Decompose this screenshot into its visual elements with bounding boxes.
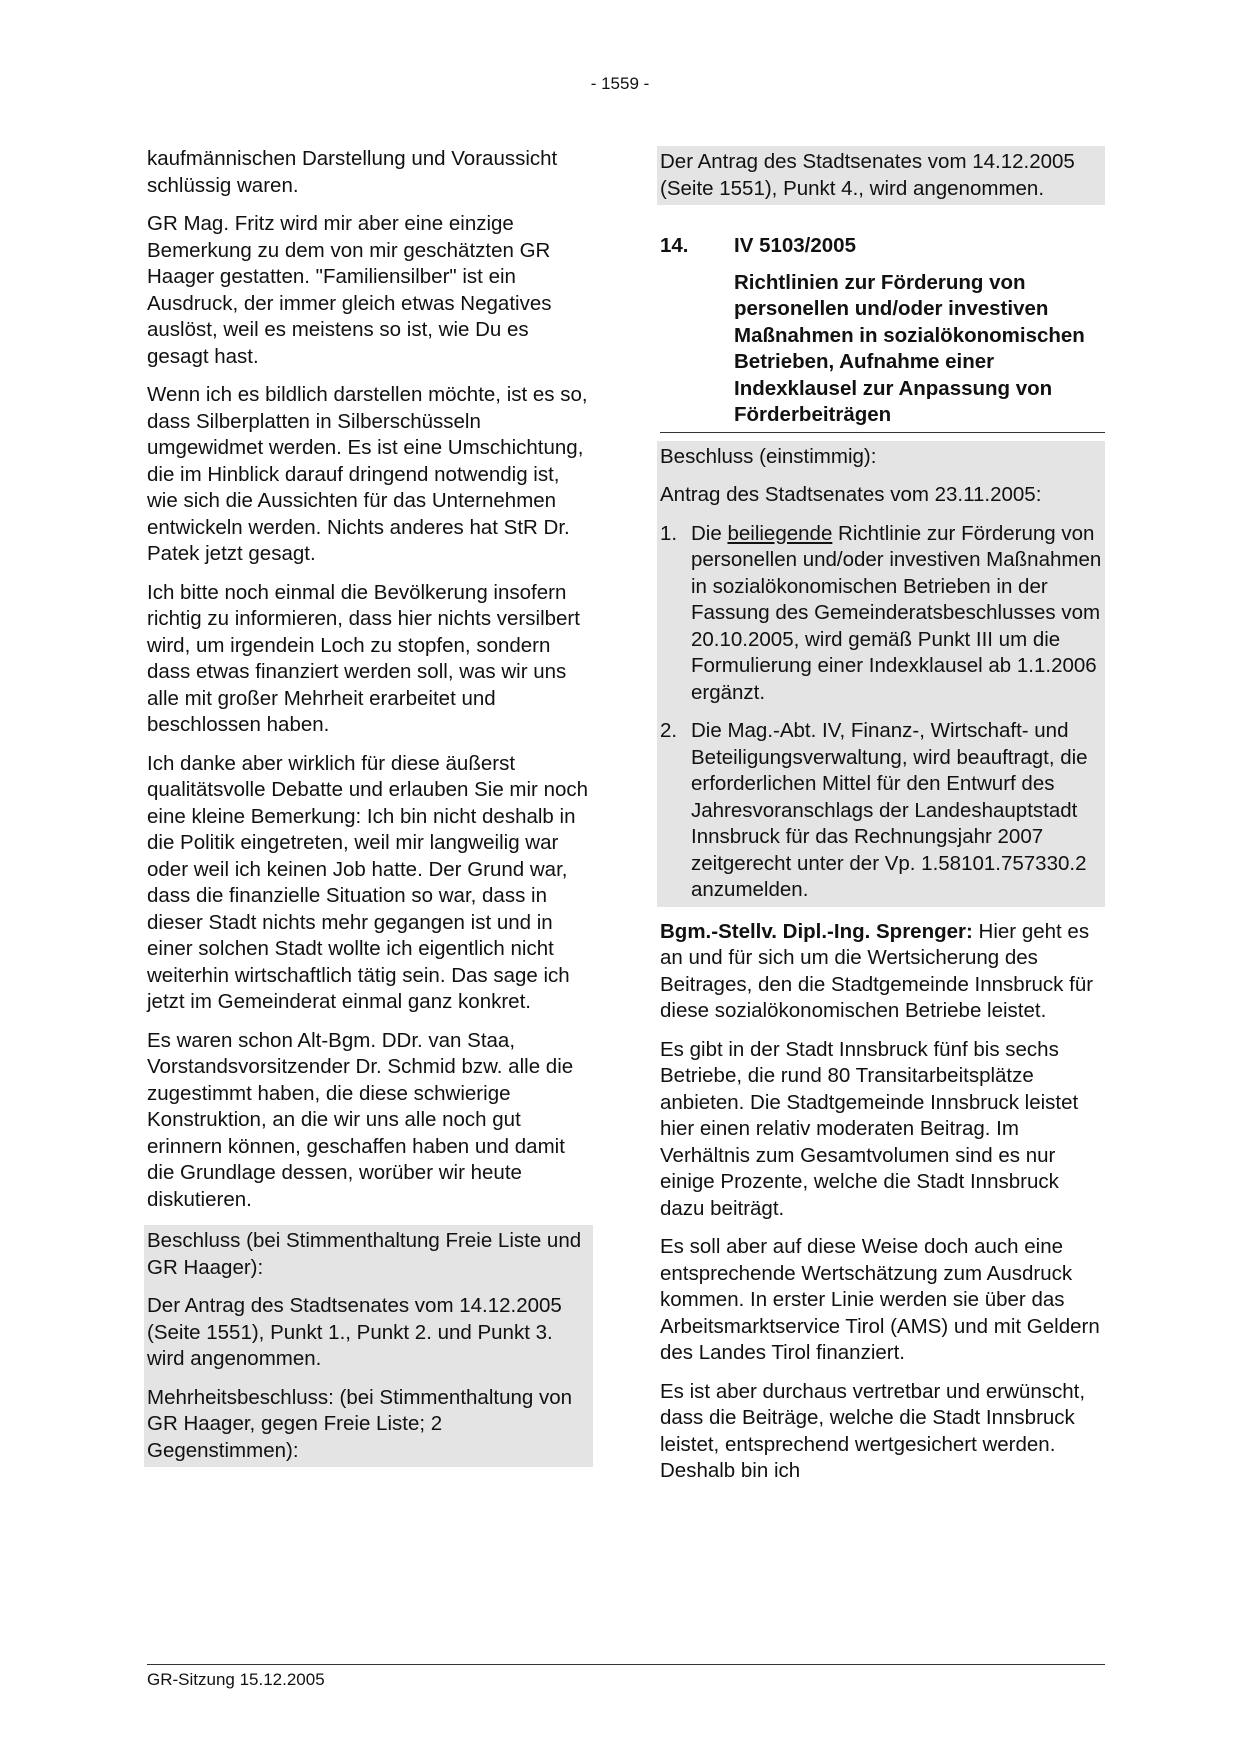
list-item-number: 1. — [660, 521, 678, 545]
paragraph: Es ist aber durchaus vertretbar und erwünscht, dass die Beiträge, welche die Stadt Innsbruck leistet, entsprechend wertgesichert werden. Deshalb bin ich — [660, 1379, 1086, 1482]
resolution-intro: Antrag des Stadtsenates vom 23.11.2005: — [660, 483, 1042, 506]
resolution-box — [657, 441, 1105, 907]
footer-divider — [147, 1664, 1105, 1665]
right-column — [660, 146, 1105, 1497]
speech-text: Hier geht es an und für sich um die Wertsicherung des Beitrages, den die Stadtgemeinde Innsbruck für diese sozialökonomischen Betriebe leistet. — [660, 919, 1094, 1022]
underlined-word: beiliegende — [727, 521, 833, 545]
decision-box — [144, 1225, 593, 1467]
decision-text: Der Antrag des Stadtsenates vom 14.12.2005 (Seite 1551), Punkt 4., wird angenommen. — [660, 150, 1075, 200]
paragraph: Wenn ich es bildlich darstellen möchte, ist es so, dass Silberplatten in Silberschüsseln umgewidmet werden. Es ist eine Umschichtung, die im Hinblick darauf dringend notwendig ist, wie sich die Aussichten für das Unternehmen entwickeln werden. Nichts anderes hat StR Dr. Patek jetzt gesagt. — [147, 383, 588, 565]
list-item — [660, 718, 1103, 904]
footer-text: GR-Sitzung 15.12.2005 — [147, 1670, 325, 1689]
resolution-list — [660, 521, 1103, 904]
list-item-text — [691, 521, 1103, 707]
list-item-text: Die Mag.-Abt. IV, Finanz-, Wirtschaft- und Beteiligungsverwaltung, wird beauftragt, die erforderlichen Mittel für den Entwurf des Jahresvoranschlags der Landeshauptstadt Innsbruck für das Rechnungsjahr 2007 zeitgerecht unter der Vp. 1.58101.757330.2 anzumelden. — [691, 719, 1088, 901]
paragraph: Es gibt in der Stadt Innsbruck fünf bis sechs Betriebe, die rund 80 Transitarbeitsplätze anbieten. Die Stadtgemeinde Innsbruck leistet hier einen relativ moderaten Beitrag. Im Verhältnis zum Gesamtvolumen sind es nur einige Prozente, welche die Stadt Innsbruck dazu beiträgt. — [660, 1037, 1079, 1220]
list-item-rest: Richtlinie zur Förderung von personellen und/oder investiven Maßnahmen in sozialökonomischen Betrieben in der Fassung des Gemeinderatsbeschlusses vom 20.10.2005, wird gemäß Punkt III um die Formulierung einer Indexklausel ab 1.1.2006 ergänzt. — [691, 521, 1102, 704]
list-item-prefix: Die — [691, 521, 728, 545]
agenda-item-number: 14. — [660, 234, 689, 257]
page-number: - 1559 - — [590, 74, 650, 93]
speaker-name: Bgm.-Stellv. Dipl.-Ing. Sprenger: — [660, 919, 973, 943]
paragraph: kaufmännischen Darstellung und Voraussicht schlüssig waren. — [147, 147, 558, 197]
paragraph: Es soll aber auf diese Weise doch auch eine entsprechende Wertschätzung zum Ausdruck kommen. In erster Linie werden sie über das Arbeitsmarktservice Tirol (AMS) und mit Geldern des Landes Tirol finanziert. — [660, 1235, 1100, 1364]
list-item-number: 2. — [660, 719, 678, 742]
resolution-heading: Beschluss (einstimmig): — [660, 444, 877, 468]
left-column — [147, 146, 593, 1479]
agenda-item-header — [660, 233, 1105, 260]
decision-heading: Beschluss (bei Stimmenthaltung Freie Liste und GR Haager): — [147, 1229, 582, 1279]
decision-box-top — [657, 146, 1105, 205]
paragraph: Ich danke aber wirklich für diese äußerst qualitätsvolle Debatte und erlauben Sie mir noch eine kleine Bemerkung: Ich bin nicht deshalb in die Politik eingetreten, weil mir langweilig war oder weil ich keinen Job hatte. Der Grund war, dass die finanzielle Situation so war, dass in dieser Stadt nichts mehr gegangen ist und in einer solchen Stadt wollte ich eigentlich nicht weiterhin wirtschaftlich tätig sein. Das sage ich jetzt im Gemeinderat einmal ganz konkret. — [147, 751, 589, 1013]
speech-paragraph — [660, 919, 1105, 1025]
paragraph: GR Mag. Fritz wird mir aber eine einzige Bemerkung zu dem von mir geschätzten GR Haager gestatten. "Familiensilber" ist ein Ausdruck, der immer gleich etwas Negatives auslöst, weil es meistens so ist, wie Du es gesagt hast. — [147, 212, 552, 368]
paragraph: Es waren schon Alt-Bgm. DDr. van Staa, Vorstandsvorsitzender Dr. Schmid bzw. alle die zugestimmt haben, die diese schwierige Konstruktion, an die wir uns alle noch gut erinnern können, geschaffen haben und damit die Grundlage dessen, worüber wir heute diskutieren. — [147, 1028, 574, 1211]
agenda-item-title: Richtlinien zur Förderung von personellen und/oder investiven Maßnahmen in sozialökonomischen Betrieben, Aufnahme einer Indexklausel zur Anpassung von Förderbeiträgen — [734, 270, 1085, 426]
list-item — [660, 521, 1103, 707]
divider — [660, 432, 1105, 433]
agenda-item-reference: IV 5103/2005 — [734, 234, 856, 257]
majority-decision: Mehrheitsbeschluss: (bei Stimmenthaltung von GR Haager, gegen Freie Liste; 2 Gegenstimmen): — [147, 1385, 573, 1462]
paragraph: Ich bitte noch einmal die Bevölkerung insofern richtig zu informieren, dass hier nichts versilbert wird, um irgendein Loch zu stopfen, sondern dass etwas finanziert werden soll, was wir uns alle mit großer Mehrheit erarbeitet und beschlossen haben. — [147, 580, 580, 736]
decision-text: Der Antrag des Stadtsenates vom 14.12.2005 (Seite 1551), Punkt 1., Punkt 2. und Punkt 3. wird angenommen. — [147, 1294, 562, 1370]
